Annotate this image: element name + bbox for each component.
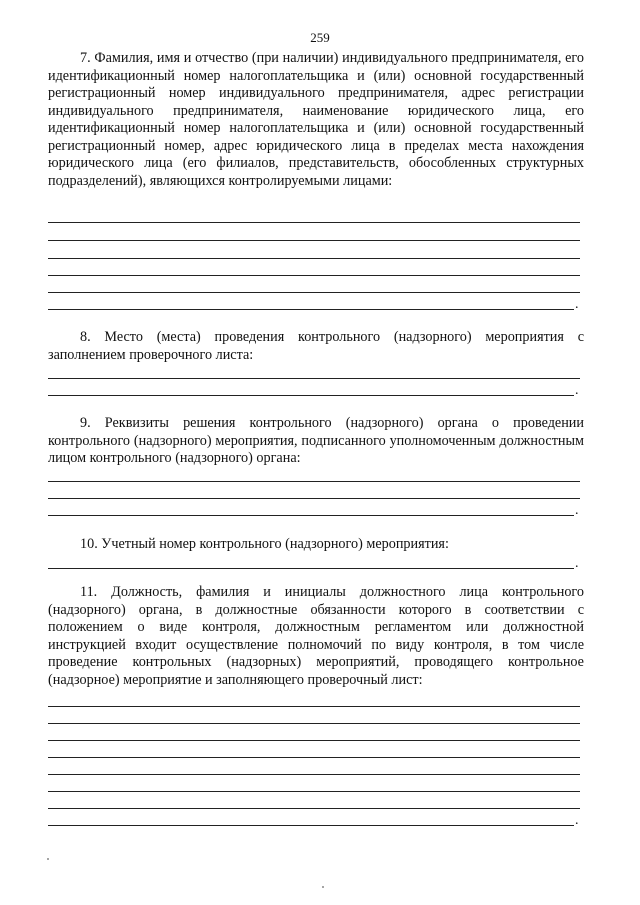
fill-line[interactable]	[48, 808, 580, 809]
fill-line[interactable]	[48, 515, 574, 516]
fill-line[interactable]	[48, 222, 580, 223]
section-10-text: 10. Учетный номер контрольного (надзорного) мероприятия:	[80, 536, 449, 552]
fill-line[interactable]	[48, 568, 574, 569]
scan-speck	[47, 858, 49, 860]
fill-line[interactable]	[48, 774, 580, 775]
fill-line[interactable]	[48, 275, 580, 276]
fill-line[interactable]	[48, 791, 580, 792]
fill-line[interactable]	[48, 240, 580, 241]
page-number: 259	[310, 30, 330, 45]
fill-line[interactable]	[48, 309, 574, 310]
fill-line[interactable]	[48, 706, 580, 707]
fill-line[interactable]	[48, 498, 580, 499]
section-7-text: 7. Фамилия, имя и отчество (при наличии) индивидуального предпринимателя, его идентификационный номер налогоплательщика и (или) основной государственный регистрационный номер индивидуального предпринимателя, адрес регистрации индивидуального предпринимателя, наименование юридического лица, его идентификационный номер налогоплательщика и (или) основной государственный регистрационный номер, адрес юридического лица в пределах места нахождения юридического лица (его филиалов, представительств, обособленных структурных подразделений), являющихся контролируемыми лицами:	[48, 50, 584, 189]
end-mark: .	[575, 813, 579, 828]
fill-line[interactable]	[48, 292, 580, 293]
fill-line[interactable]	[48, 481, 580, 482]
section-11-text: 11. Должность, фамилия и инициалы должностного лица контрольного (надзорного) органа, в должностные обязанности которого в соответствии с положением о виде контроля, должностным регламентом или должностной инструкцией входит осуществление полномочий по виду контроля, в том числе проведение контрольных (надзорных) мероприятий, проводящего контрольное (надзорное) мероприятие и заполняющего проверочный лист:	[48, 584, 584, 688]
end-mark: .	[575, 297, 579, 312]
fill-line[interactable]	[48, 740, 580, 741]
scan-speck	[322, 886, 324, 888]
fill-line[interactable]	[48, 258, 580, 259]
end-mark: .	[575, 503, 579, 518]
section-9-text: 9. Реквизиты решения контрольного (надзорного) органа о проведении контрольного (надзорного) мероприятия, подписанного уполномоченным должностным лицом контрольного (надзорного) органа:	[48, 415, 584, 466]
fill-line[interactable]	[48, 395, 574, 396]
section-8-text: 8. Место (места) проведения контрольного (надзорного) мероприятия с заполнением проверочного листа:	[48, 329, 584, 363]
end-mark: .	[575, 383, 579, 398]
fill-line[interactable]	[48, 825, 574, 826]
fill-line[interactable]	[48, 757, 580, 758]
fill-line[interactable]	[48, 723, 580, 724]
end-mark: .	[575, 556, 579, 571]
fill-line[interactable]	[48, 378, 580, 379]
